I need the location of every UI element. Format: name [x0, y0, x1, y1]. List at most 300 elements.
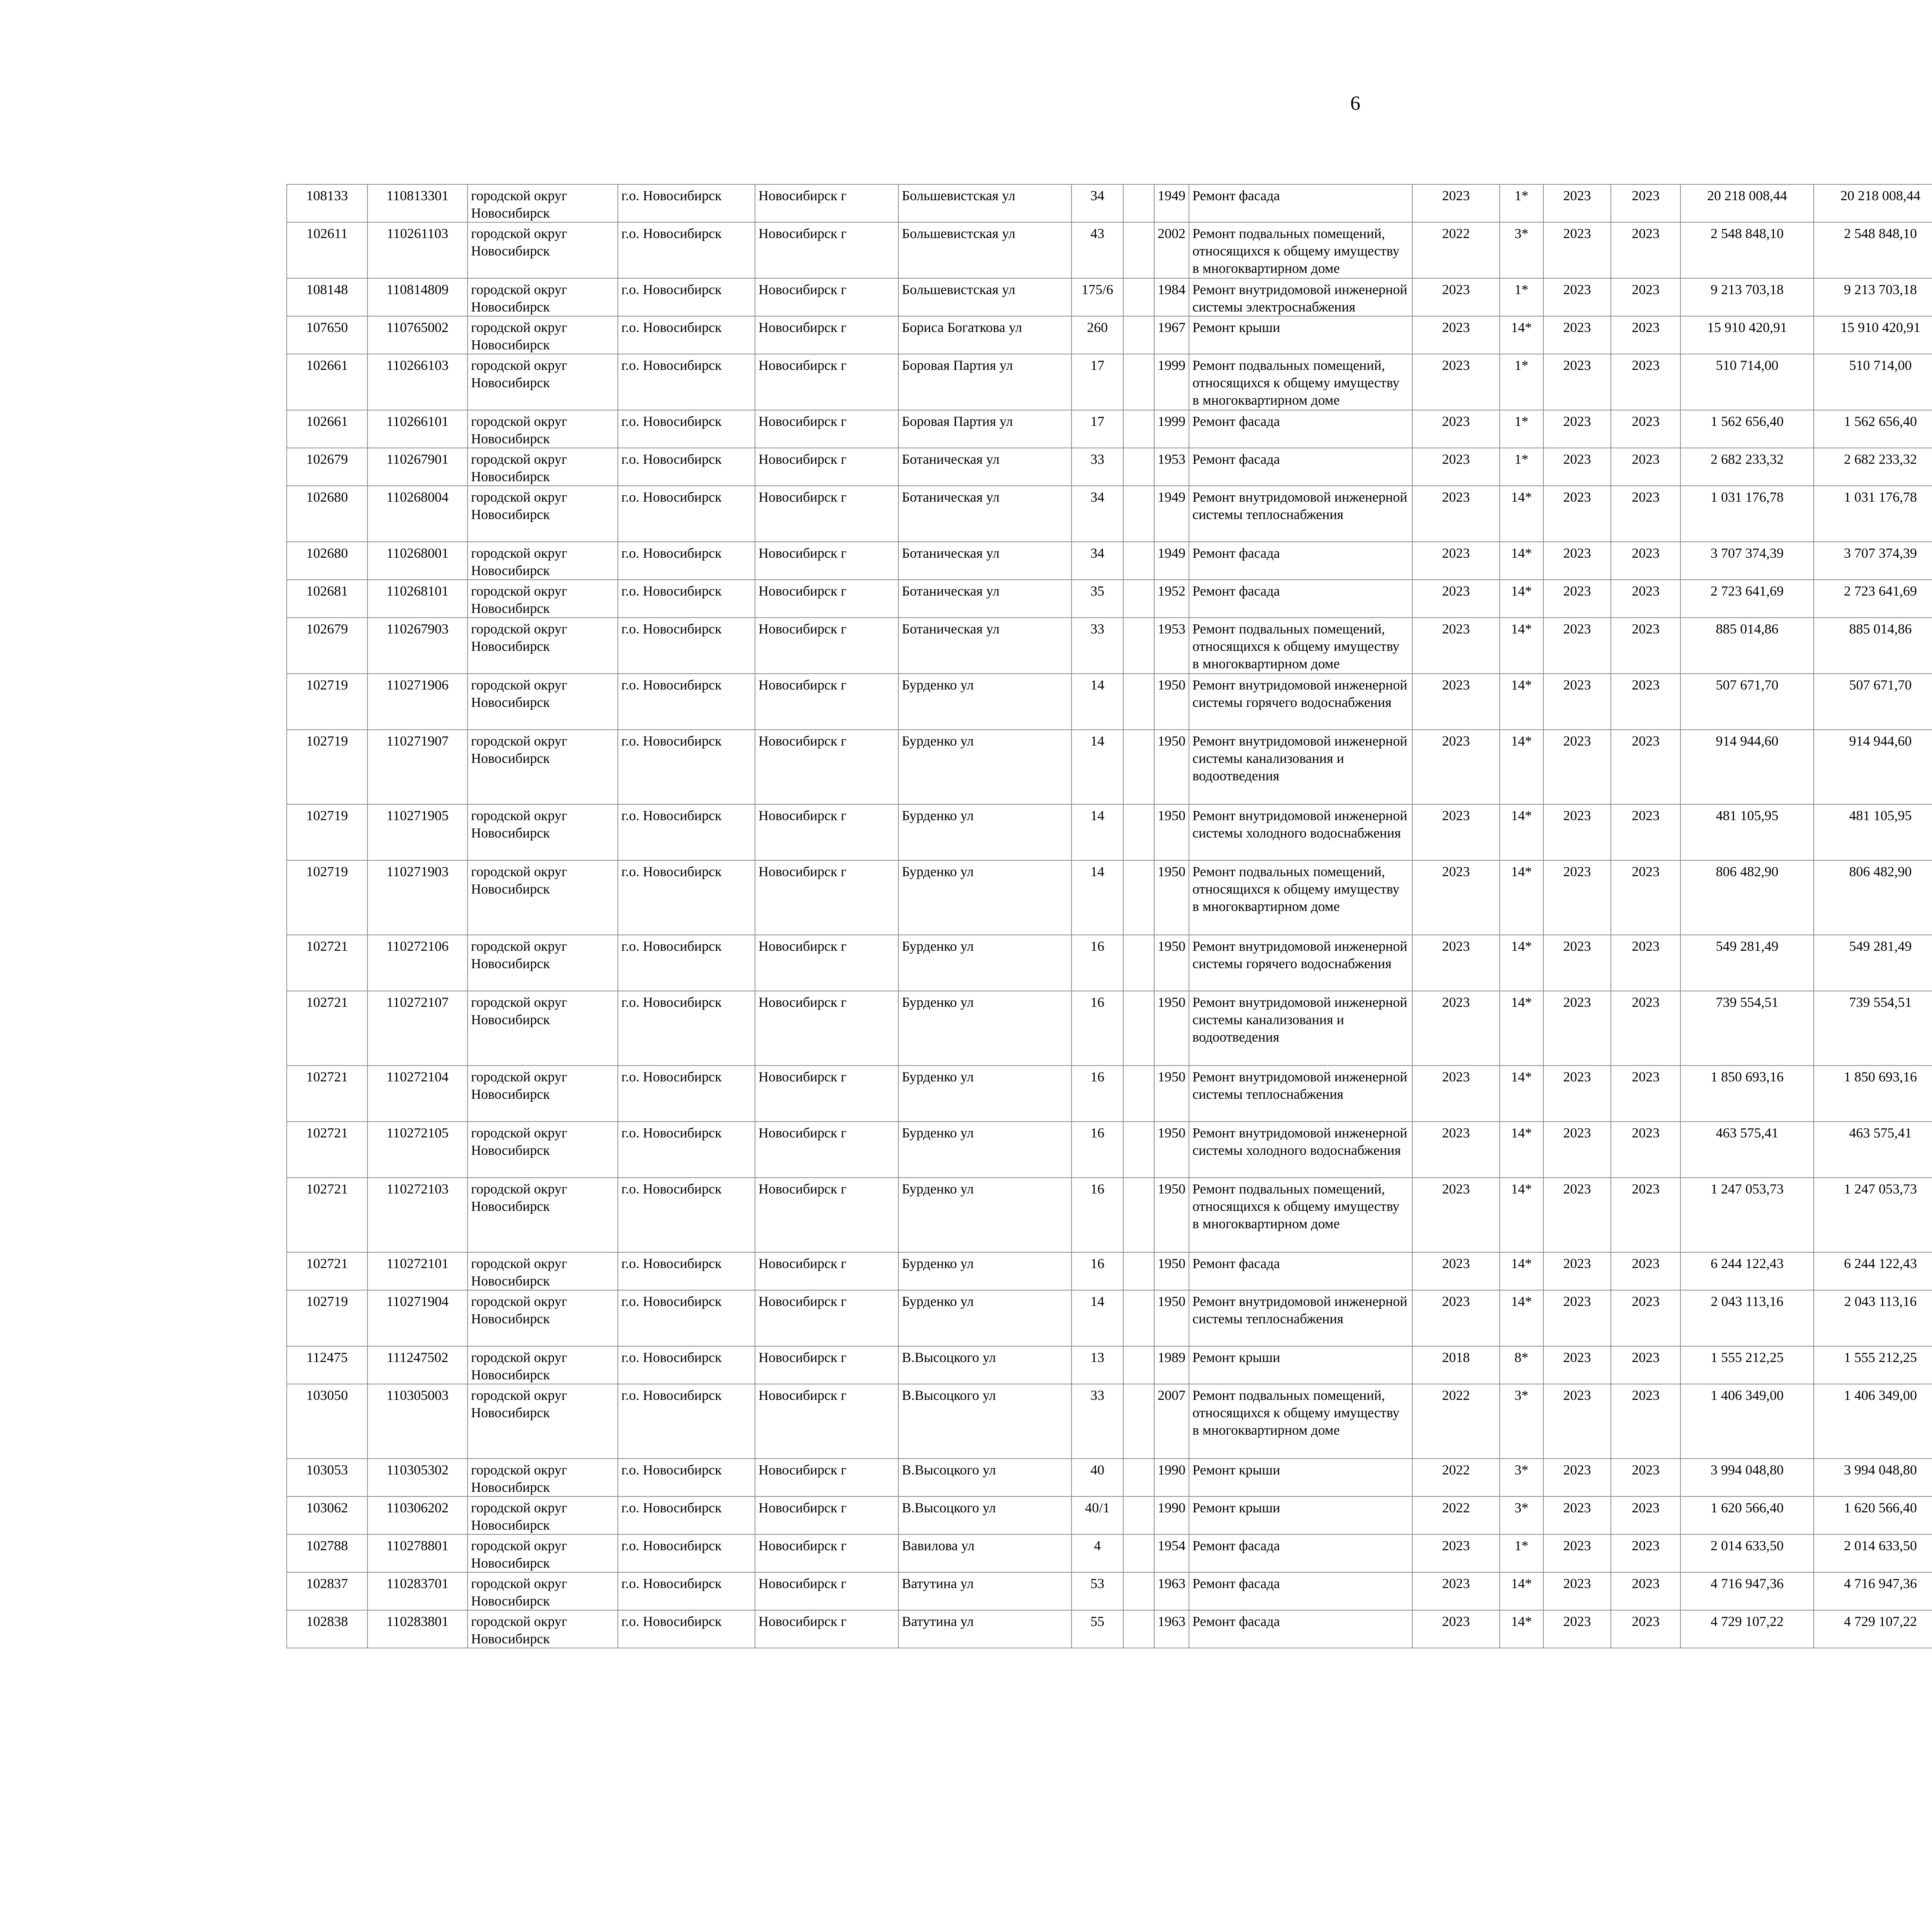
cell-house-id: 108148 [287, 278, 367, 316]
cell-end-year: 2023 [1611, 1178, 1680, 1252]
cell-planned-year: 2023 [1412, 1534, 1500, 1572]
cell-note: 14* [1500, 1290, 1543, 1346]
cell-note: 3* [1500, 1384, 1543, 1459]
cell-cost-total: 20 218 008,44 [1680, 184, 1814, 222]
cell-cost-funded: 806 482,90 [1814, 860, 1932, 935]
cell-house-id: 102679 [287, 448, 367, 486]
cell-work-type: Ремонт подвальных помещений, относящихся к общему имуществу в многоквартирном доме [1189, 354, 1412, 410]
cell-house-number: 35 [1071, 580, 1123, 618]
cell-street: Ботаническая ул [898, 618, 1071, 674]
cell-cost-total: 739 554,51 [1680, 991, 1814, 1066]
cell-cost-funded: 20 218 008,44 [1814, 184, 1932, 222]
cell-planned-year: 2023 [1412, 542, 1500, 580]
cell-start-year: 2023 [1543, 1178, 1611, 1252]
cell-cost-total: 507 671,70 [1680, 674, 1814, 730]
cell-work-type: Ремонт внутридомовой инженерной системы канализования и водоотведения [1189, 730, 1412, 804]
cell-planned-year: 2023 [1412, 448, 1500, 486]
cell-street: Ботаническая ул [898, 486, 1071, 542]
cell-work-type: Ремонт фасада [1189, 580, 1412, 618]
cell-locality: Новосибирск г [755, 410, 898, 448]
cell-planned-year: 2022 [1412, 222, 1500, 278]
cell-house-number: 13 [1071, 1346, 1123, 1384]
cell-end-year: 2023 [1611, 1610, 1680, 1648]
cell-planned-year: 2023 [1412, 1252, 1500, 1290]
cell-locality: Новосибирск г [755, 486, 898, 542]
cell-street: Бурденко ул [898, 804, 1071, 860]
cell-house-id: 102838 [287, 1610, 367, 1648]
cell-planned-year: 2018 [1412, 1346, 1500, 1384]
cell-planned-year: 2023 [1412, 935, 1500, 991]
cell-house-number: 4 [1071, 1534, 1123, 1572]
cell-building [1123, 860, 1154, 935]
cell-object-id: 110261103 [367, 222, 468, 278]
cell-cost-funded: 481 105,95 [1814, 804, 1932, 860]
cell-build-year: 1949 [1154, 486, 1189, 542]
cell-municipal-district: городской округ Новосибирск [468, 1178, 618, 1252]
cell-build-year: 1999 [1154, 354, 1189, 410]
cell-house-number: 16 [1071, 1122, 1123, 1178]
cell-street: Ватутина ул [898, 1610, 1071, 1648]
cell-end-year: 2023 [1611, 1122, 1680, 1178]
cell-note: 14* [1500, 1178, 1543, 1252]
cell-locality: Новосибирск г [755, 1122, 898, 1178]
cell-municipality: г.о. Новосибирск [618, 1346, 755, 1384]
cell-note: 14* [1500, 730, 1543, 804]
cell-building [1123, 448, 1154, 486]
cell-municipality: г.о. Новосибирск [618, 486, 755, 542]
cell-note: 14* [1500, 1252, 1543, 1290]
cell-cost-funded: 3 707 374,39 [1814, 542, 1932, 580]
cell-house-id: 108133 [287, 184, 367, 222]
cell-cost-funded: 914 944,60 [1814, 730, 1932, 804]
cell-note: 14* [1500, 1610, 1543, 1648]
table-row [287, 730, 1932, 804]
cell-street: Ботаническая ул [898, 448, 1071, 486]
cell-street: Боровая Партия ул [898, 354, 1071, 410]
cell-municipal-district: городской округ Новосибирск [468, 1290, 618, 1346]
cell-end-year: 2023 [1611, 1384, 1680, 1459]
cell-end-year: 2023 [1611, 674, 1680, 730]
table-row [287, 1572, 1932, 1610]
cell-locality: Новосибирск г [755, 1290, 898, 1346]
cell-end-year: 2023 [1611, 580, 1680, 618]
cell-municipal-district: городской округ Новосибирск [468, 580, 618, 618]
cell-building [1123, 580, 1154, 618]
cell-note: 14* [1500, 486, 1543, 542]
cell-work-type: Ремонт фасада [1189, 1252, 1412, 1290]
cell-planned-year: 2022 [1412, 1496, 1500, 1534]
cell-locality: Новосибирск г [755, 1178, 898, 1252]
cell-cost-funded: 739 554,51 [1814, 991, 1932, 1066]
cell-locality: Новосибирск г [755, 1572, 898, 1610]
cell-end-year: 2023 [1611, 1346, 1680, 1384]
cell-end-year: 2023 [1611, 860, 1680, 935]
cell-municipal-district: городской округ Новосибирск [468, 1122, 618, 1178]
cell-start-year: 2023 [1543, 804, 1611, 860]
cell-cost-funded: 1 406 349,00 [1814, 1384, 1932, 1459]
cell-build-year: 1984 [1154, 278, 1189, 316]
cell-building [1123, 935, 1154, 991]
cell-cost-funded: 510 714,00 [1814, 354, 1932, 410]
cell-locality: Новосибирск г [755, 1066, 898, 1122]
cell-house-number: 17 [1071, 354, 1123, 410]
cell-house-id: 103053 [287, 1459, 367, 1496]
cell-note: 14* [1500, 804, 1543, 860]
cell-end-year: 2023 [1611, 486, 1680, 542]
cell-municipality: г.о. Новосибирск [618, 1610, 755, 1648]
cell-building [1123, 1252, 1154, 1290]
cell-work-type: Ремонт крыши [1189, 1459, 1412, 1496]
cell-note: 14* [1500, 991, 1543, 1066]
cell-end-year: 2023 [1611, 1066, 1680, 1122]
table-row [287, 1122, 1932, 1178]
cell-cost-total: 6 244 122,43 [1680, 1252, 1814, 1290]
cell-cost-funded: 1 562 656,40 [1814, 410, 1932, 448]
cell-work-type: Ремонт фасада [1189, 448, 1412, 486]
cell-cost-funded: 3 994 048,80 [1814, 1459, 1932, 1496]
cell-street: Бурденко ул [898, 935, 1071, 991]
cell-work-type: Ремонт внутридомовой инженерной системы теплоснабжения [1189, 1290, 1412, 1346]
cell-work-type: Ремонт внутридомовой инженерной системы теплоснабжения [1189, 486, 1412, 542]
cell-cost-funded: 1 555 212,25 [1814, 1346, 1932, 1384]
cell-house-number: 14 [1071, 860, 1123, 935]
cell-cost-funded: 9 213 703,18 [1814, 278, 1932, 316]
cell-object-id: 110267901 [367, 448, 468, 486]
cell-work-type: Ремонт внутридомовой инженерной системы теплоснабжения [1189, 1066, 1412, 1122]
cell-locality: Новосибирск г [755, 1384, 898, 1459]
cell-house-id: 102719 [287, 674, 367, 730]
cell-municipal-district: городской округ Новосибирск [468, 1610, 618, 1648]
cell-object-id: 110268001 [367, 542, 468, 580]
cell-object-id: 110283801 [367, 1610, 468, 1648]
table-row [287, 991, 1932, 1066]
cell-planned-year: 2023 [1412, 410, 1500, 448]
cell-work-type: Ремонт внутридомовой инженерной системы горячего водоснабжения [1189, 674, 1412, 730]
cell-planned-year: 2023 [1412, 1122, 1500, 1178]
cell-end-year: 2023 [1611, 935, 1680, 991]
cell-build-year: 1950 [1154, 935, 1189, 991]
cell-start-year: 2023 [1543, 730, 1611, 804]
cell-work-type: Ремонт внутридомовой инженерной системы холодного водоснабжения [1189, 804, 1412, 860]
cell-start-year: 2023 [1543, 860, 1611, 935]
table-row [287, 1178, 1932, 1252]
cell-cost-total: 1 850 693,16 [1680, 1066, 1814, 1122]
cell-start-year: 2023 [1543, 1346, 1611, 1384]
cell-object-id: 110271903 [367, 860, 468, 935]
cell-cost-funded: 507 671,70 [1814, 674, 1932, 730]
cell-start-year: 2023 [1543, 1572, 1611, 1610]
cell-building [1123, 1610, 1154, 1648]
cell-planned-year: 2023 [1412, 1178, 1500, 1252]
cell-note: 14* [1500, 316, 1543, 354]
cell-cost-funded: 2 682 233,32 [1814, 448, 1932, 486]
cell-note: 1* [1500, 1534, 1543, 1572]
cell-object-id: 110305302 [367, 1459, 468, 1496]
cell-work-type: Ремонт подвальных помещений, относящихся к общему имуществу в многоквартирном доме [1189, 860, 1412, 935]
cell-object-id: 111247502 [367, 1346, 468, 1384]
cell-build-year: 1950 [1154, 804, 1189, 860]
cell-street: В.Высоцкого ул [898, 1459, 1071, 1496]
cell-start-year: 2023 [1543, 1290, 1611, 1346]
cell-planned-year: 2022 [1412, 1384, 1500, 1459]
cell-start-year: 2023 [1543, 410, 1611, 448]
cell-end-year: 2023 [1611, 991, 1680, 1066]
cell-locality: Новосибирск г [755, 354, 898, 410]
cell-municipality: г.о. Новосибирск [618, 618, 755, 674]
cell-start-year: 2023 [1543, 1610, 1611, 1648]
cell-build-year: 1950 [1154, 991, 1189, 1066]
cell-note: 14* [1500, 674, 1543, 730]
cell-house-id: 102681 [287, 580, 367, 618]
cell-work-type: Ремонт крыши [1189, 1496, 1412, 1534]
cell-cost-total: 1 031 176,78 [1680, 486, 1814, 542]
cell-end-year: 2023 [1611, 448, 1680, 486]
cell-object-id: 110268101 [367, 580, 468, 618]
cell-end-year: 2023 [1611, 804, 1680, 860]
cell-start-year: 2023 [1543, 222, 1611, 278]
page-number: 6 [1350, 92, 1361, 114]
cell-house-id: 102661 [287, 410, 367, 448]
table-row [287, 354, 1932, 410]
cell-object-id: 110266101 [367, 410, 468, 448]
cell-building [1123, 222, 1154, 278]
cell-cost-total: 463 575,41 [1680, 1122, 1814, 1178]
cell-municipality: г.о. Новосибирск [618, 1534, 755, 1572]
cell-municipal-district: городской округ Новосибирск [468, 1496, 618, 1534]
cell-house-id: 102721 [287, 991, 367, 1066]
cell-planned-year: 2023 [1412, 184, 1500, 222]
table-row [287, 1496, 1932, 1534]
cell-locality: Новосибирск г [755, 278, 898, 316]
cell-cost-funded: 1 031 176,78 [1814, 486, 1932, 542]
cell-note: 14* [1500, 1122, 1543, 1178]
cell-cost-total: 4 729 107,22 [1680, 1610, 1814, 1648]
cell-work-type: Ремонт внутридомовой инженерной системы электроснабжения [1189, 278, 1412, 316]
cell-house-id: 102788 [287, 1534, 367, 1572]
cell-cost-total: 510 714,00 [1680, 354, 1814, 410]
cell-street: Бурденко ул [898, 860, 1071, 935]
cell-cost-total: 1 247 053,73 [1680, 1178, 1814, 1252]
cell-building [1123, 184, 1154, 222]
cell-municipality: г.о. Новосибирск [618, 1178, 755, 1252]
cell-build-year: 1949 [1154, 184, 1189, 222]
cell-municipal-district: городской округ Новосибирск [468, 674, 618, 730]
cell-locality: Новосибирск г [755, 448, 898, 486]
cell-municipality: г.о. Новосибирск [618, 1290, 755, 1346]
cell-work-type: Ремонт фасада [1189, 410, 1412, 448]
cell-house-id: 102679 [287, 618, 367, 674]
cell-end-year: 2023 [1611, 410, 1680, 448]
cell-cost-total: 2 723 641,69 [1680, 580, 1814, 618]
cell-building [1123, 278, 1154, 316]
cell-planned-year: 2023 [1412, 991, 1500, 1066]
cell-work-type: Ремонт подвальных помещений, относящихся к общему имуществу в многоквартирном доме [1189, 1384, 1412, 1459]
cell-locality: Новосибирск г [755, 316, 898, 354]
cell-cost-total: 3 994 048,80 [1680, 1459, 1814, 1496]
cell-note: 14* [1500, 935, 1543, 991]
cell-work-type: Ремонт фасада [1189, 1610, 1412, 1648]
cell-planned-year: 2023 [1412, 674, 1500, 730]
cell-building [1123, 410, 1154, 448]
cell-cost-total: 2 548 848,10 [1680, 222, 1814, 278]
cell-note: 8* [1500, 1346, 1543, 1384]
cell-municipal-district: городской округ Новосибирск [468, 1252, 618, 1290]
cell-house-number: 34 [1071, 486, 1123, 542]
cell-municipal-district: городской округ Новосибирск [468, 935, 618, 991]
cell-locality: Новосибирск г [755, 618, 898, 674]
cell-object-id: 110266103 [367, 354, 468, 410]
cell-street: Большевистская ул [898, 222, 1071, 278]
cell-municipality: г.о. Новосибирск [618, 580, 755, 618]
cell-municipality: г.о. Новосибирск [618, 1496, 755, 1534]
cell-municipality: г.о. Новосибирск [618, 674, 755, 730]
cell-municipality: г.о. Новосибирск [618, 1122, 755, 1178]
cell-house-id: 102719 [287, 730, 367, 804]
cell-note: 14* [1500, 860, 1543, 935]
cell-building [1123, 1178, 1154, 1252]
cell-municipal-district: городской округ Новосибирск [468, 1534, 618, 1572]
cell-street: Большевистская ул [898, 278, 1071, 316]
cell-municipal-district: городской округ Новосибирск [468, 354, 618, 410]
table-row [287, 804, 1932, 860]
cell-house-number: 16 [1071, 1066, 1123, 1122]
cell-build-year: 1999 [1154, 410, 1189, 448]
cell-municipality: г.о. Новосибирск [618, 354, 755, 410]
cell-house-number: 34 [1071, 184, 1123, 222]
table-row [287, 448, 1932, 486]
cell-start-year: 2023 [1543, 618, 1611, 674]
cell-start-year: 2023 [1543, 184, 1611, 222]
cell-street: Ботаническая ул [898, 580, 1071, 618]
cell-work-type: Ремонт фасада [1189, 1572, 1412, 1610]
cell-municipality: г.о. Новосибирск [618, 1066, 755, 1122]
table-row [287, 410, 1932, 448]
cell-cost-total: 1 555 212,25 [1680, 1346, 1814, 1384]
table-row [287, 618, 1932, 674]
cell-municipal-district: городской округ Новосибирск [468, 542, 618, 580]
cell-end-year: 2023 [1611, 354, 1680, 410]
cell-object-id: 110765002 [367, 316, 468, 354]
cell-locality: Новосибирск г [755, 184, 898, 222]
cell-cost-funded: 2 548 848,10 [1814, 222, 1932, 278]
cell-house-number: 43 [1071, 222, 1123, 278]
cell-cost-total: 2 043 113,16 [1680, 1290, 1814, 1346]
cell-house-number: 33 [1071, 448, 1123, 486]
cell-planned-year: 2023 [1412, 618, 1500, 674]
cell-cost-total: 914 944,60 [1680, 730, 1814, 804]
cell-street: Бурденко ул [898, 1066, 1071, 1122]
cell-house-id: 102680 [287, 486, 367, 542]
cell-street: Боровая Партия ул [898, 410, 1071, 448]
cell-building [1123, 991, 1154, 1066]
cell-house-id: 103062 [287, 1496, 367, 1534]
cell-building [1123, 1346, 1154, 1384]
cell-building [1123, 1572, 1154, 1610]
cell-locality: Новосибирск г [755, 542, 898, 580]
table-row [287, 860, 1932, 935]
cell-note: 14* [1500, 1572, 1543, 1610]
cell-locality: Новосибирск г [755, 860, 898, 935]
cell-house-number: 40/1 [1071, 1496, 1123, 1534]
cell-municipality: г.о. Новосибирск [618, 448, 755, 486]
cell-start-year: 2023 [1543, 448, 1611, 486]
cell-work-type: Ремонт внутридомовой инженерной системы горячего водоснабжения [1189, 935, 1412, 991]
cell-house-number: 260 [1071, 316, 1123, 354]
cell-build-year: 1950 [1154, 674, 1189, 730]
cell-municipal-district: городской округ Новосибирск [468, 1459, 618, 1496]
table-row [287, 184, 1932, 222]
cell-street: Большевистская ул [898, 184, 1071, 222]
cell-build-year: 1950 [1154, 1122, 1189, 1178]
cell-object-id: 110278801 [367, 1534, 468, 1572]
cell-start-year: 2023 [1543, 580, 1611, 618]
cell-end-year: 2023 [1611, 184, 1680, 222]
cell-note: 3* [1500, 222, 1543, 278]
cell-house-id: 102721 [287, 935, 367, 991]
table-row [287, 316, 1932, 354]
cell-end-year: 2023 [1611, 1496, 1680, 1534]
cell-object-id: 110283701 [367, 1572, 468, 1610]
cell-start-year: 2023 [1543, 1122, 1611, 1178]
cell-end-year: 2023 [1611, 1572, 1680, 1610]
cell-building [1123, 1122, 1154, 1178]
cell-cost-total: 9 213 703,18 [1680, 278, 1814, 316]
cell-house-number: 40 [1071, 1459, 1123, 1496]
cell-street: В.Высоцкого ул [898, 1346, 1071, 1384]
cell-municipality: г.о. Новосибирск [618, 278, 755, 316]
cell-cost-funded: 2 043 113,16 [1814, 1290, 1932, 1346]
cell-house-number: 14 [1071, 674, 1123, 730]
cell-locality: Новосибирск г [755, 730, 898, 804]
cell-start-year: 2023 [1543, 991, 1611, 1066]
cell-house-id: 102680 [287, 542, 367, 580]
cell-start-year: 2023 [1543, 1066, 1611, 1122]
cell-work-type: Ремонт внутридомовой инженерной системы канализования и водоотведения [1189, 991, 1412, 1066]
cell-build-year: 1950 [1154, 1178, 1189, 1252]
cell-cost-funded: 549 281,49 [1814, 935, 1932, 991]
cell-note: 1* [1500, 184, 1543, 222]
cell-municipality: г.о. Новосибирск [618, 222, 755, 278]
cell-end-year: 2023 [1611, 1459, 1680, 1496]
cell-build-year: 1967 [1154, 316, 1189, 354]
cell-street: Бурденко ул [898, 1178, 1071, 1252]
cell-street: Вавилова ул [898, 1534, 1071, 1572]
cell-end-year: 2023 [1611, 1534, 1680, 1572]
cell-locality: Новосибирск г [755, 1534, 898, 1572]
cell-work-type: Ремонт крыши [1189, 316, 1412, 354]
cell-house-number: 14 [1071, 730, 1123, 804]
cell-object-id: 110813301 [367, 184, 468, 222]
cell-start-year: 2023 [1543, 354, 1611, 410]
cell-end-year: 2023 [1611, 316, 1680, 354]
cell-planned-year: 2023 [1412, 1610, 1500, 1648]
cell-build-year: 1950 [1154, 1252, 1189, 1290]
cell-start-year: 2023 [1543, 486, 1611, 542]
cell-house-id: 102611 [287, 222, 367, 278]
cell-municipal-district: городской округ Новосибирск [468, 860, 618, 935]
cell-note: 3* [1500, 1459, 1543, 1496]
cell-object-id: 110814809 [367, 278, 468, 316]
cell-build-year: 1963 [1154, 1610, 1189, 1648]
cell-cost-total: 1 562 656,40 [1680, 410, 1814, 448]
cell-street: Бурденко ул [898, 1252, 1071, 1290]
cell-street: Бурденко ул [898, 730, 1071, 804]
cell-cost-funded: 1 850 693,16 [1814, 1066, 1932, 1122]
cell-house-id: 112475 [287, 1346, 367, 1384]
cell-object-id: 110305003 [367, 1384, 468, 1459]
cell-municipal-district: городской округ Новосибирск [468, 804, 618, 860]
table-row [287, 486, 1932, 542]
